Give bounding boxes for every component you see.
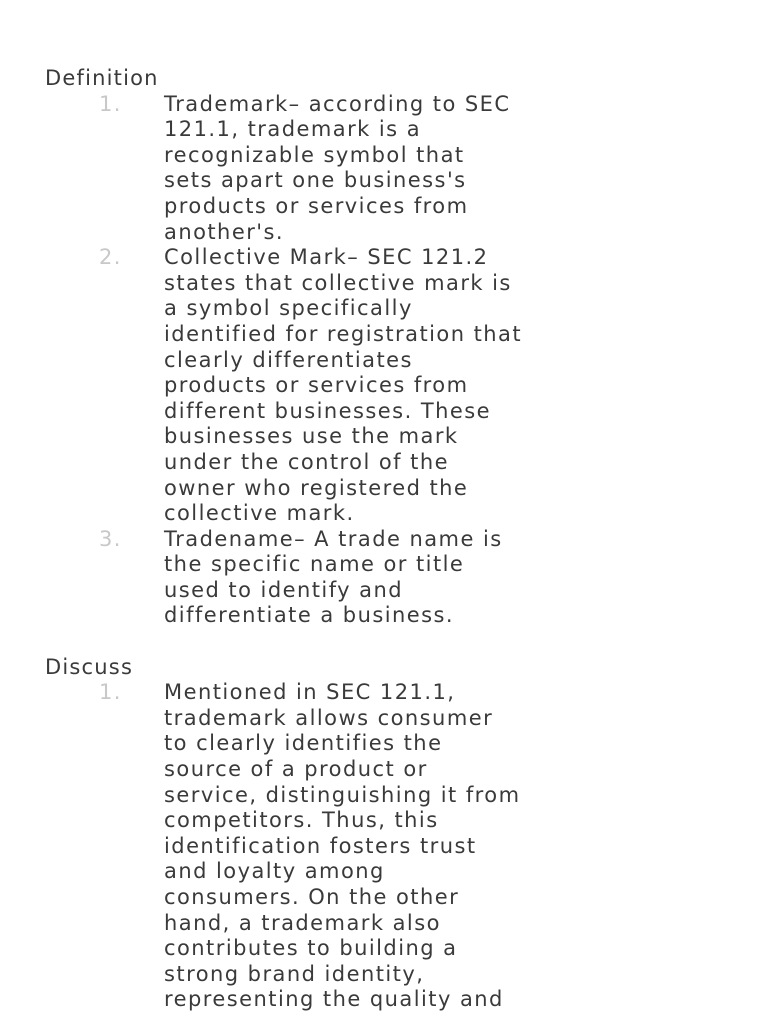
list-number: 1. [99,680,122,705]
text-line: source of a product or [164,757,428,782]
text-line: clearly differentiates [164,347,413,372]
text-line: and loyalty among [164,859,385,884]
text-line: strong brand identity, [164,961,425,986]
text-line: Trademark– according to SEC [164,91,511,116]
section-spacer [0,629,768,655]
text-line: under the control of the [164,449,449,474]
text-line: representing the quality and [164,987,504,1012]
text-line: identified for registration that [164,321,523,346]
text-line: products or services from [164,193,469,218]
list-item [0,527,724,629]
list-number: 3. [99,526,122,551]
text-line: trademark allows consumer [164,705,494,730]
text-line: differentiate a business. [164,603,455,628]
section-heading: Definition [45,66,159,90]
list-item [0,245,724,527]
text-line: recognizable symbol that [164,142,465,167]
section-discuss [0,655,768,1013]
document-body [0,66,768,1013]
text-line: to clearly identifies the [164,731,443,756]
text-line: Mentioned in SEC 121.1, [164,680,456,705]
text-line: Tradename– A trade name is [164,526,503,551]
list-number: 1. [99,91,122,116]
text-line: Collective Mark– SEC 121.2 [164,245,489,270]
text-line: sets apart one business's [164,168,467,193]
text-line: identification fosters trust [164,833,477,858]
text-line: contributes to building a [164,936,458,961]
text-line: states that collective mark is [164,270,512,295]
text-line: service, distinguishing it from [164,782,521,807]
text-line: the specific name or title [164,552,465,577]
list-item [0,92,724,246]
text-line: another's. [164,219,285,244]
text-line: 121.1, trademark is a [164,117,422,142]
list-item [0,680,724,1013]
text-line: consumers. On the other [164,885,460,909]
text-line: businesses use the mark [164,424,459,449]
text-line: a symbol specifically [164,296,413,321]
discuss-list [0,680,768,1013]
text-line: used to identify and [164,577,404,602]
section-heading: Discuss [45,654,134,679]
section-definition [0,66,768,629]
text-line: hand, a trademark also [164,910,441,935]
text-line: different businesses. These [164,398,491,423]
text-line: collective mark. [164,501,355,526]
list-number: 2. [99,245,122,270]
text-line: owner who registered the [164,475,469,500]
text-line: competitors. Thus, this [164,808,439,833]
definition-list [0,92,768,629]
text-line: products or services from [164,373,469,398]
